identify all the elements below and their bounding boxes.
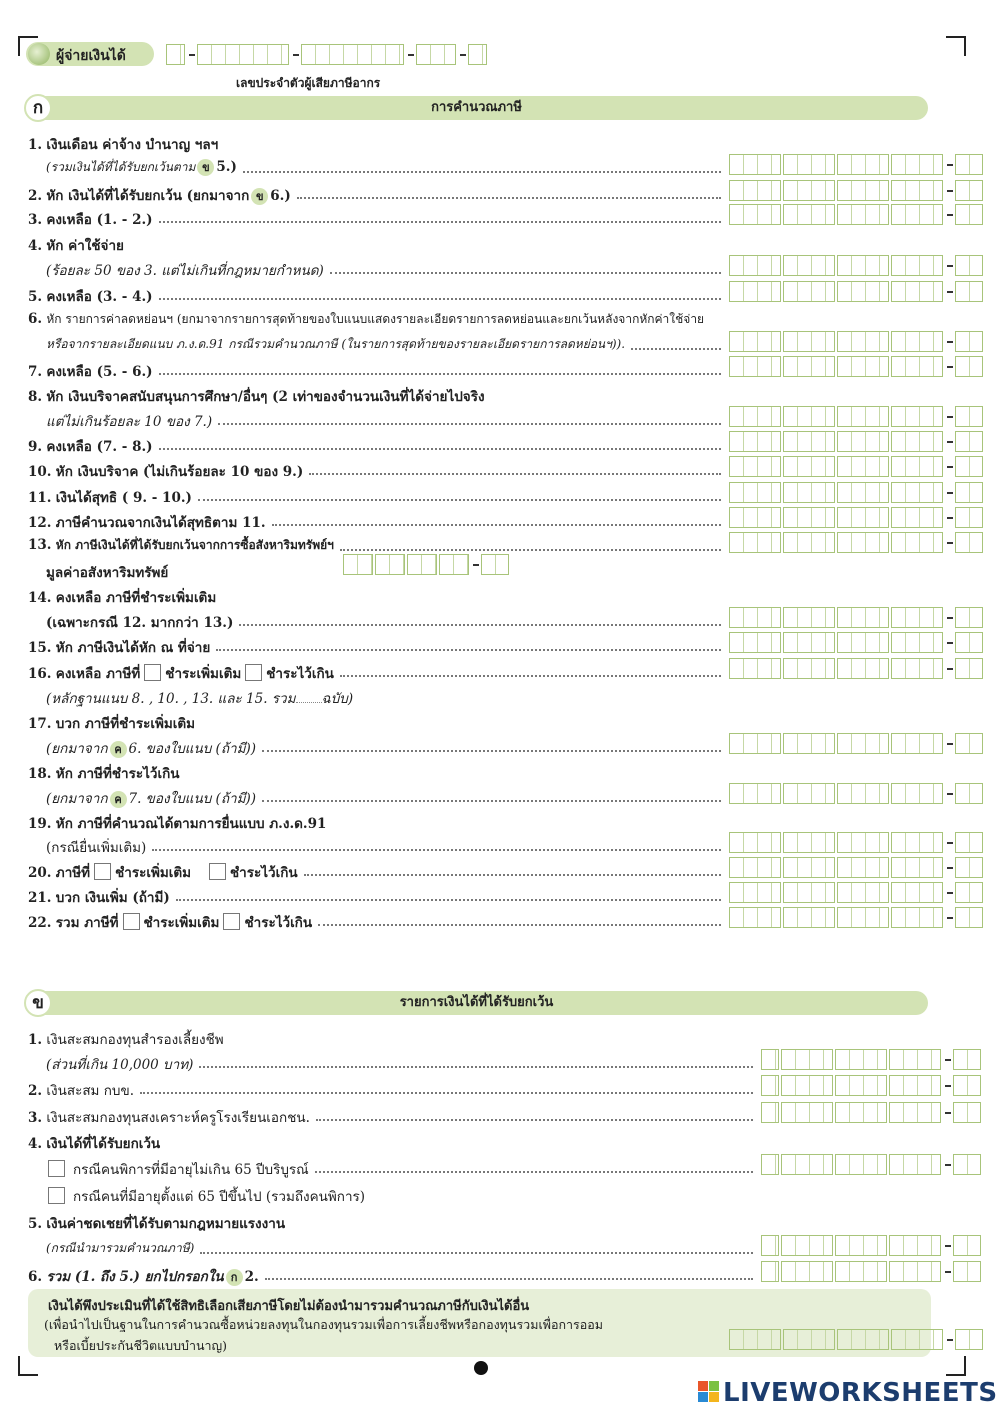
row-3: 3. คงเหลือ (1. - 2.)	[28, 212, 153, 228]
row-14b: (เฉพาะกรณี 12. มากกว่า 13.)	[46, 615, 234, 631]
leader-dots	[239, 624, 721, 626]
leader-dots	[200, 1252, 753, 1254]
row-18b-amount-input[interactable]	[729, 783, 985, 804]
row-5-amount-input[interactable]	[729, 281, 985, 302]
logo-text: LIVEWORKSHEETS	[723, 1378, 998, 1408]
payer-bullet-icon	[28, 43, 50, 65]
row-4b: (ร้อยละ 50 ของ 3. แต่ไม่เกินที่กฎหมายกำหนด)	[46, 263, 324, 279]
row-21: 21. บวก เงินเพิ่ม (ถ้ามี)	[28, 890, 170, 906]
row-4a: 4. หัก ค่าใช้จ่าย	[28, 238, 124, 254]
leader-dots	[218, 423, 721, 425]
row-7-amount-input[interactable]	[729, 356, 985, 377]
row-2: 2. หัก เงินได้ที่ได้รับยกเว้น (ยกมาจาก ข 6.)	[28, 188, 291, 204]
row-14a: 14. คงเหลือ ภาษีที่ชำระเพิ่มเติม	[28, 590, 217, 606]
info-amount-input[interactable]	[729, 1329, 985, 1350]
info-line-1: (เพื่อนำไปเป็นฐานในการคำนวณซื้อหน่วยลงทุนในกองทุนรวมเพื่อการเลี้ยงชีพหรือกองทุนรวมเพื่อการออม	[44, 1317, 604, 1332]
section-b-title: รายการเงินได้ที่ได้รับยกเว้น	[399, 995, 554, 1010]
row-14b-amount-input[interactable]	[729, 607, 985, 628]
leader-dots	[297, 197, 721, 199]
info-title: เงินได้พึงประเมินที่ได้ใช้สิทธิเลือกเสียภาษีโดยไม่ต้องนำมารวมคำนวณภาษีกับเงินได้อื่น	[48, 1299, 530, 1314]
checkbox-16-pay[interactable]	[144, 664, 161, 681]
leader-dots	[159, 373, 721, 375]
leader-dots	[159, 448, 721, 450]
payer-taxid-input[interactable]	[166, 44, 489, 65]
b-row-6-amount-input[interactable]	[761, 1261, 983, 1282]
leader-dots	[262, 750, 721, 752]
b-row-4a: กรณีคนพิการที่มีอายุไม่เกิน 65 ปีบริบูรณ์	[28, 1158, 309, 1180]
row-11: 11. เงินได้สุทธิ ( 9. - 10.)	[28, 490, 192, 506]
row-16: 16. คงเหลือ ภาษีที่ ชำระเพิ่มเติม ชำระไว้เกิน	[28, 666, 334, 682]
section-b-header	[25, 991, 928, 1015]
row-4b-amount-input[interactable]	[729, 255, 985, 276]
b-row-2-amount-input[interactable]	[761, 1075, 983, 1096]
section-a-badge: ก	[24, 94, 52, 122]
b-row-3: 3. เงินสะสมกองทุนสงเคราะห์ครูโรงเรียนเอกชน.	[28, 1110, 310, 1126]
section-a-title: การคำนวณภาษี	[431, 100, 522, 115]
leader-dots	[243, 171, 721, 173]
row-1b: (รวมเงินได้ที่ได้รับยกเว้นตาม ข 5.)	[46, 159, 237, 175]
row-11-amount-input[interactable]	[729, 482, 985, 503]
leader-dots	[199, 1066, 753, 1068]
leader-dots	[159, 221, 721, 223]
row-9-amount-input[interactable]	[729, 431, 985, 452]
row-6a: 6. หัก รายการค่าลดหย่อนฯ (ยกมาจากรายการสุดท้ายของใบแนบแสดงรายละเอียดรายการลดหย่อนและยกเว้นหลังจากหักค่าใช้จ่าย	[28, 311, 705, 327]
liveworksheets-logo	[698, 1378, 998, 1408]
b-row-5b: (กรณีนำมารวมคำนวณภาษี)	[46, 1241, 195, 1255]
b-row-4b: กรณีคนที่มีอายุตั้งแต่ 65 ปีขึ้นไป (รวมถึงคนพิการ)	[28, 1185, 365, 1207]
row-19b-amount-input[interactable]	[729, 832, 985, 853]
row-1a: 1. เงินเดือน ค่าจ้าง บำนาญ ฯลฯ	[28, 137, 219, 153]
row-3-amount-input[interactable]	[729, 204, 985, 225]
leader-dots	[316, 1119, 753, 1121]
row-15: 15. หัก ภาษีเงินได้หัก ณ ที่จ่าย	[28, 640, 211, 656]
row-10-amount-input[interactable]	[729, 456, 985, 477]
row-16b: (หลักฐานแนบ 8. , 10. , 13. และ 15. รวม ฉบับ)	[46, 691, 354, 707]
logo-icon	[698, 1379, 720, 1405]
ref-badge: ค	[110, 741, 127, 758]
leader-dots	[152, 849, 721, 851]
b-row-1b-amount-input[interactable]	[761, 1049, 983, 1070]
row-13a-amount-input[interactable]	[729, 532, 985, 553]
row-6b-amount-input[interactable]	[729, 331, 985, 352]
row-8a: 8. หัก เงินบริจาคสนับสนุนการศึกษา/อื่นๆ (2 เท่าของจำนวนเงินที่ได้จ่ายไปจริง	[28, 389, 485, 405]
row-19a: 19. หัก ภาษีที่คำนวณได้ตามการยื่นแบบ ภ.ง.ด.91	[28, 816, 327, 832]
leader-dots	[265, 1278, 753, 1280]
row-5: 5. คงเหลือ (3. - 4.)	[28, 289, 153, 305]
row-12: 12. ภาษีคำนวณจากเงินได้สุทธิตาม 11.	[28, 515, 266, 531]
row-7: 7. คงเหลือ (5. - 6.)	[28, 364, 153, 380]
ref-badge: ข	[197, 159, 214, 176]
row-22-amount-input[interactable]	[729, 907, 985, 928]
checkbox-20-pay[interactable]	[94, 863, 111, 880]
b-row-3-amount-input[interactable]	[761, 1102, 983, 1123]
section-b-badge: ข	[24, 989, 52, 1017]
row-12-amount-input[interactable]	[729, 507, 985, 528]
b-row-2: 2. เงินสะสม กบข.	[28, 1083, 135, 1099]
b-row-1a: 1. เงินสะสมกองทุนสำรองเลี้ยงชีพ	[28, 1032, 224, 1048]
row-20-amount-input[interactable]	[729, 857, 985, 878]
b-row-5b-amount-input[interactable]	[761, 1235, 983, 1256]
leader-dots	[340, 549, 721, 551]
row-1b-amount-input[interactable]	[729, 154, 985, 175]
checkbox-b4-elderly[interactable]	[48, 1187, 65, 1204]
row-22: 22. รวม ภาษีที่ ชำระเพิ่มเติม ชำระไว้เกิน	[28, 915, 313, 931]
taxid-caption: เลขประจำตัวผู้เสียภาษีอากร	[236, 76, 381, 90]
ref-badge: ก	[226, 1269, 243, 1286]
row-8b: แต่ไม่เกินร้อยละ 10 ของ 7.)	[46, 414, 213, 430]
row-15-amount-input[interactable]	[729, 632, 985, 653]
checkbox-22-over[interactable]	[223, 913, 240, 930]
payer-label: ผู้จ่ายเงินได้	[56, 48, 126, 64]
leader-dots	[304, 874, 721, 876]
leader-dots	[262, 800, 721, 802]
leader-dots	[315, 1171, 753, 1173]
leader-dots	[272, 524, 721, 526]
leader-dots	[631, 348, 721, 350]
corner-mark-tr	[946, 36, 966, 56]
ref-badge: ค	[110, 791, 127, 808]
row-16-amount-input[interactable]	[729, 658, 985, 679]
row-13b: มูลค่าอสังหาริมทรัพย์	[46, 565, 169, 581]
info-line-2: หรือเบี้ยประกันชีวิตแบบบำนาญ)	[54, 1338, 228, 1353]
row-13a: 13. หัก ภาษีเงินได้ที่ได้รับยกเว้นจากการซื้อสังหาริมทรัพย์ฯ	[28, 537, 334, 553]
b-row-4a-amount-input[interactable]	[761, 1154, 983, 1175]
row-17b-amount-input[interactable]	[729, 733, 985, 754]
row-21-amount-input[interactable]	[729, 882, 985, 903]
leader-dots	[309, 473, 721, 475]
checkbox-22-pay[interactable]	[123, 913, 140, 930]
corner-mark-br	[946, 1356, 966, 1376]
b-row-1b: (ส่วนที่เกิน 10,000 บาท)	[46, 1057, 194, 1073]
checkbox-b4-disabled[interactable]	[48, 1160, 65, 1177]
leader-dots	[330, 272, 721, 274]
row-19b: (กรณียื่นเพิ่มเติม)	[46, 840, 147, 856]
row-17a: 17. บวก ภาษีที่ชำระเพิ่มเติม	[28, 716, 196, 732]
leader-dots	[198, 499, 721, 501]
section-a-header	[25, 96, 928, 120]
leader-dots	[176, 899, 721, 901]
leader-dots	[140, 1092, 753, 1094]
row-6b: หรือจากรายละเอียดแนบ ภ.ง.ด.91 กรณีรวมคำนวณภาษี (ในรายการสุดท้ายของรายละเอียดรายการลดหย่อนฯ)).	[46, 337, 626, 351]
row-18b: (ยกมาจาก ค 7. ของใบแนบ (ถ้ามี))	[46, 791, 257, 807]
checkbox-16-over[interactable]	[245, 664, 262, 681]
row-18a: 18. หัก ภาษีที่ชำระไว้เกิน	[28, 766, 180, 782]
property-value-input[interactable]	[343, 554, 511, 575]
b-row-4: 4. เงินได้ที่ได้รับยกเว้น	[28, 1136, 161, 1152]
row-10: 10. หัก เงินบริจาค (ไม่เกินร้อยละ 10 ของ 9.)	[28, 464, 304, 480]
leader-dots	[216, 649, 721, 651]
leader-dots	[340, 675, 721, 677]
row-9: 9. คงเหลือ (7. - 8.)	[28, 439, 153, 455]
corner-mark-bl	[18, 1356, 38, 1376]
b-row-6: 6. รวม (1. ถึง 5.) ยกไปกรอกใน ก 2.	[28, 1269, 259, 1285]
row-8b-amount-input[interactable]	[729, 406, 985, 427]
leader-dots	[159, 298, 721, 300]
leader-dots	[318, 924, 721, 926]
ref-badge: ข	[251, 188, 268, 205]
row-17b: (ยกมาจาก ค 6. ของใบแนบ (ถ้ามี))	[46, 741, 257, 757]
checkbox-20-over[interactable]	[209, 863, 226, 880]
page-dot	[474, 1361, 488, 1375]
row-20: 20. ภาษีที่ ชำระเพิ่มเติม ชำระไว้เกิน	[28, 865, 298, 881]
row-2-amount-input[interactable]	[729, 180, 985, 201]
b-row-5a: 5. เงินค่าชดเชยที่ได้รับตามกฎหมายแรงงาน	[28, 1216, 286, 1232]
